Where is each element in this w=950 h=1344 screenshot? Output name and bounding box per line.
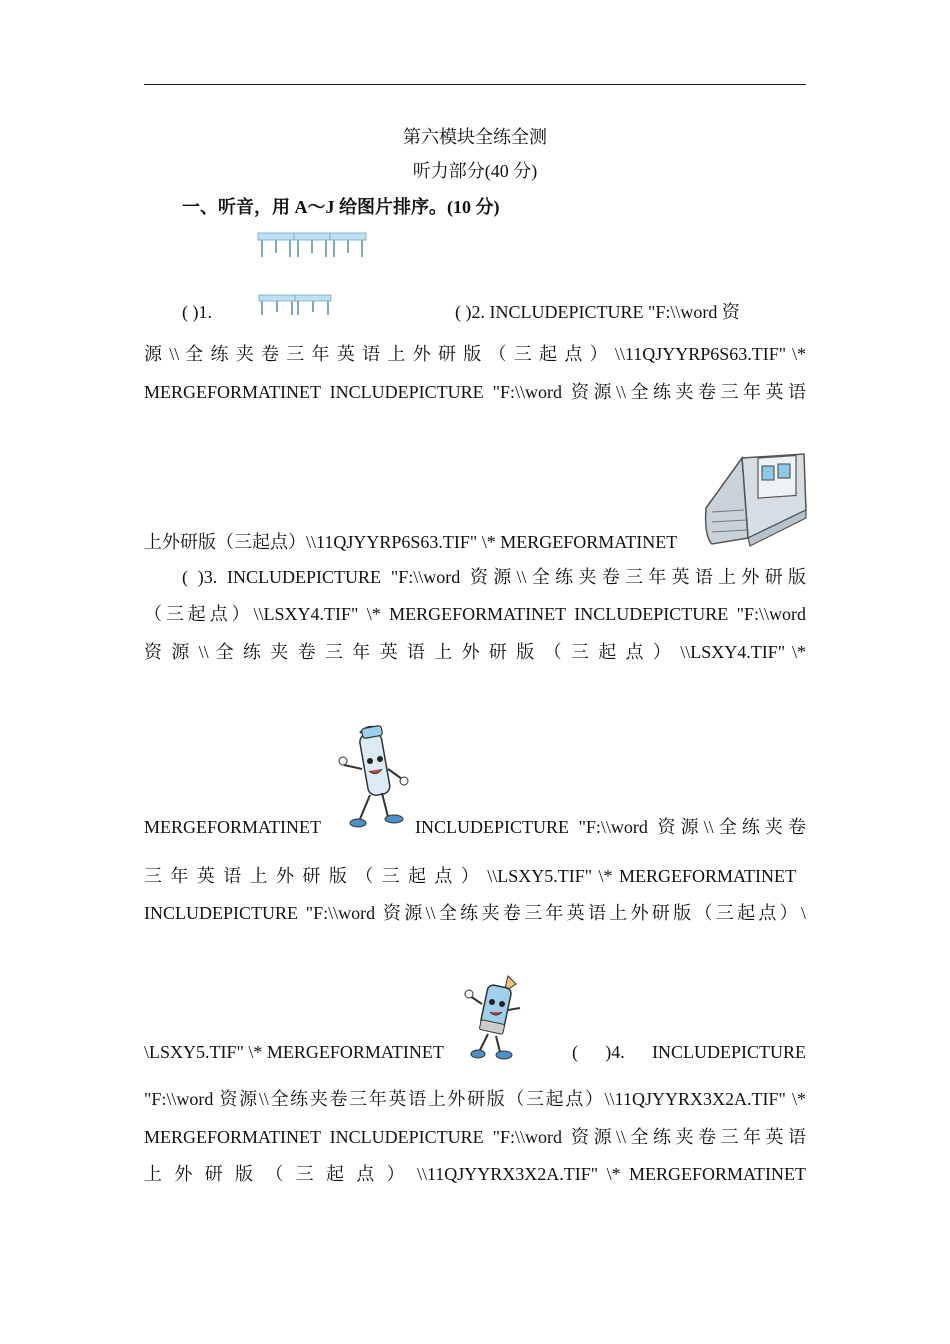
text-line: 源 \\ 全 练 夹 卷 三 年 英 语 上 外 研 版 （ 三 起 点 ） \\11QJYYRP6S63.TIF" \*	[144, 344, 806, 364]
text-line: 上 外 研 版 （ 三 起 点 ） \\11QJYYRX3X2A.TIF" \* MERGEFORMATINET	[144, 1164, 806, 1184]
text-line: INCLUDEPICTURE "F:\\word 资源\\全练夹卷三年英语上外研版（三起点）\	[144, 903, 806, 923]
text-line: 上外研版（三起点）\\11QJYYRP6S63.TIF" \* MERGEFORMATINET	[144, 532, 678, 552]
desks-small-icon	[257, 292, 333, 318]
book-icon	[702, 452, 808, 548]
text-line: （三起点）\\LSXY4.TIF" \* MERGEFORMATINET INCLUDEPICTURE "F:\\word	[144, 604, 806, 624]
question-2-label: ( )2. INCLUDEPICTURE "F:\\word 资	[455, 302, 740, 322]
pencil-character-2-icon	[464, 974, 528, 1060]
text-line: INCLUDEPICTURE "F:\\word 资源\\全练夹卷	[415, 817, 806, 837]
header-rule	[144, 84, 806, 85]
text-line: "F:\\word 资源\\全练夹卷三年英语上外研版（三起点）\\11QJYYRX3X2A.TIF" \*	[144, 1089, 806, 1109]
page-subtitle: 听力部分(40 分)	[412, 161, 538, 181]
text-line: MERGEFORMATINET INCLUDEPICTURE "F:\\word 资源\\全练夹卷三年英语	[144, 1127, 806, 1147]
page-title: 第六模块全练全测	[403, 127, 547, 147]
text-line: 三 年 英 语 上 外 研 版 （ 三 起 点 ） \\LSXY5.TIF" \* MERGEFORMATINET	[144, 866, 796, 886]
pencil-character-icon	[338, 725, 412, 835]
question-1-label: ( )1.	[182, 302, 212, 322]
text-line: 资 源 \\ 全 练 夹 卷 三 年 英 语 上 外 研 版 （ 三 起 点 ） \\LSXY4.TIF" \*	[144, 642, 806, 662]
question-3-label: ( )3. INCLUDEPICTURE "F:\\word 资源\\全练夹卷三年英语上外研版	[182, 567, 806, 587]
text-line: MERGEFORMATINET	[144, 817, 322, 837]
text-line: MERGEFORMATINET INCLUDEPICTURE "F:\\word 资源\\全练夹卷三年英语	[144, 382, 806, 402]
desks-icon	[256, 229, 370, 261]
section-heading: 一、听音，用 A～J 给图片排序。(10 分)	[182, 197, 500, 217]
question-4-label: ( )4. INCLUDEPICTURE	[572, 1042, 806, 1062]
text-line: \LSXY5.TIF" \* MERGEFORMATINET	[144, 1042, 444, 1062]
